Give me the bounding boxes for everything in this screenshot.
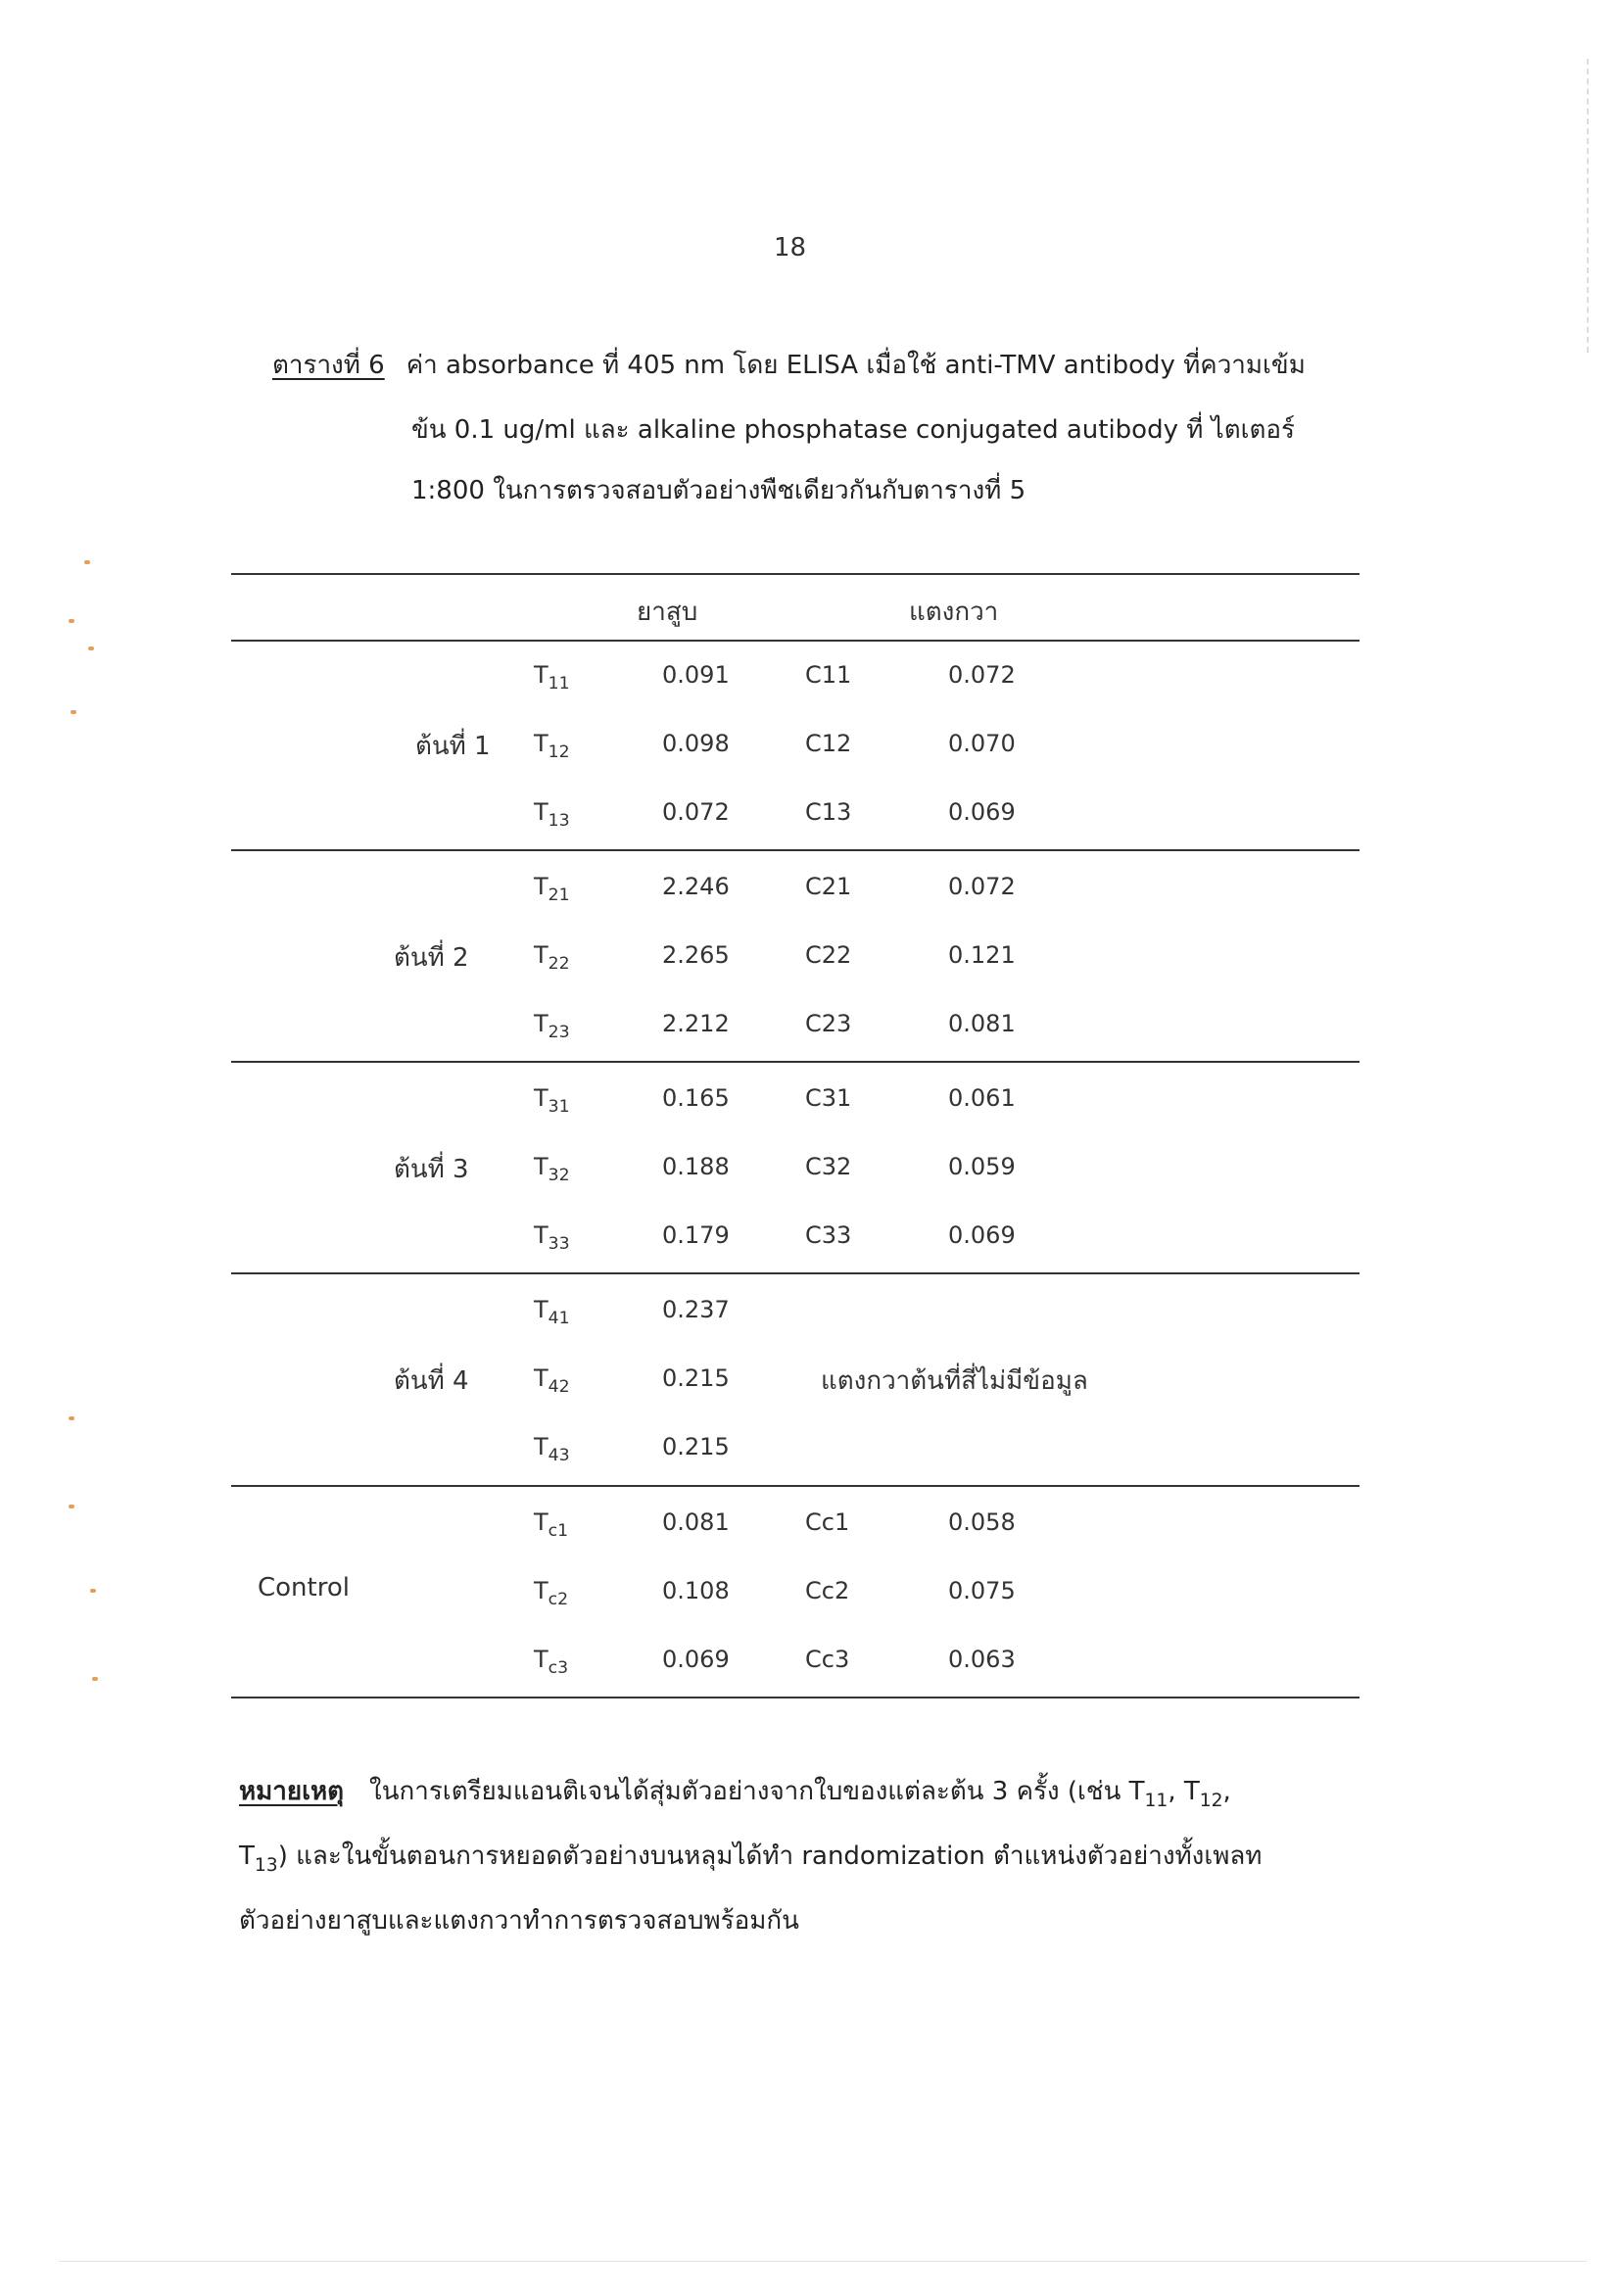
cucumber-sample-label: C21: [805, 873, 852, 900]
tobacco-sample-label: [534, 798, 570, 832]
sample-subscript: 33: [548, 1234, 570, 1255]
cucumber-sample-label: C31: [805, 1084, 852, 1112]
group-separator-rule: [231, 1485, 1360, 1487]
tobacco-sample-label: [534, 1364, 570, 1398]
tobacco-absorbance-value: 0.215: [662, 1364, 730, 1392]
note-label: หมายเหตุ: [239, 1777, 345, 1806]
tobacco-absorbance-value: 0.072: [662, 798, 730, 826]
tobacco-absorbance-value: 0.179: [662, 1221, 730, 1249]
sample-base: T: [534, 873, 549, 900]
sample-subscript: 21: [548, 885, 570, 906]
note-line-1: [239, 1771, 1231, 1811]
tobacco-sample-label: [534, 730, 570, 763]
sample-subscript: 41: [548, 1309, 570, 1329]
note-text-2: และในขั้นตอนการหยอดตัวอย่างบนหลุมได้ทำ randomization ตำแหน่งตัวอย่างทั้งเพลท: [287, 1842, 1263, 1871]
plant-group-label: ต้นที่ 4: [394, 1366, 469, 1396]
tobacco-absorbance-value: 2.265: [662, 941, 730, 969]
tobacco-absorbance-value: 0.098: [662, 730, 730, 757]
header-tobacco: ยาสูบ: [637, 598, 698, 627]
table-caption-line-2: ข้น 0.1 ug/ml และ alkaline phosphatase conjugated autibody ที่ ไตเตอร์: [411, 415, 1295, 445]
sample-subscript: 43: [548, 1446, 570, 1466]
tobacco-absorbance-value: 0.069: [662, 1646, 730, 1673]
tobacco-sample-label: [534, 1153, 570, 1186]
plant-group-label: ต้นที่ 2: [394, 943, 469, 973]
cucumber-sample-label: C23: [805, 1010, 852, 1037]
sample-base: T: [534, 941, 549, 969]
tobacco-sample-label: [534, 1433, 570, 1466]
cucumber-absorbance-value: 0.058: [948, 1508, 1016, 1536]
scan-speck: [84, 560, 90, 564]
scan-edge-line: [1587, 59, 1589, 353]
scan-bottom-line: [59, 2261, 1587, 2262]
group-separator-rule: [231, 1272, 1360, 1274]
tobacco-absorbance-value: 2.212: [662, 1010, 730, 1037]
scan-speck: [90, 1589, 96, 1593]
sample-subscript: c3: [548, 1658, 569, 1679]
tobacco-sample-label: [534, 941, 570, 975]
cucumber-sample-label: C32: [805, 1153, 852, 1180]
tobacco-sample-label: [534, 661, 570, 694]
table-caption-text-1: ค่า absorbance ที่ 405 nm โดย ELISA เมื่อใช้ anti-TMV antibody ที่ความเข้ม: [406, 351, 1306, 380]
scan-speck: [88, 646, 94, 650]
tobacco-sample-label: [534, 1508, 569, 1542]
table-caption-label: ตารางที่ 6: [272, 351, 385, 380]
cucumber-absorbance-value: 0.063: [948, 1646, 1016, 1673]
tobacco-absorbance-value: 0.081: [662, 1508, 730, 1536]
tobacco-absorbance-value: 2.246: [662, 873, 730, 900]
cucumber-absorbance-value: 0.070: [948, 730, 1016, 757]
tobacco-sample-label: [534, 1646, 569, 1679]
cucumber-sample-label: Cc3: [805, 1646, 850, 1673]
table-header-rule: [231, 640, 1360, 642]
tobacco-sample-label: [534, 1296, 570, 1329]
tobacco-sample-label: [534, 1084, 570, 1118]
scan-speck: [69, 1416, 74, 1420]
sample-base: T: [534, 1364, 549, 1392]
cucumber-no-data-note: แตงกวาต้นที่สี่ไม่มีข้อมูล: [821, 1366, 1088, 1396]
sample-base: T: [534, 1508, 549, 1536]
cucumber-absorbance-value: 0.061: [948, 1084, 1016, 1112]
tobacco-absorbance-value: 0.165: [662, 1084, 730, 1112]
sample-base: T: [534, 661, 549, 689]
plant-group-label: Control: [258, 1573, 350, 1602]
cucumber-sample-label: C11: [805, 661, 852, 689]
cucumber-sample-label: Cc2: [805, 1577, 850, 1604]
note-sample-ref: $T_{11}$,: [1128, 1777, 1176, 1811]
sample-subscript: 22: [548, 954, 570, 975]
sample-subscript: 23: [548, 1023, 570, 1043]
note-line-3: ตัวอย่างยาสูบและแตงกวาทำการตรวจสอบพร้อมกัน: [239, 1906, 799, 1936]
cucumber-absorbance-value: 0.069: [948, 798, 1016, 826]
cucumber-sample-label: C33: [805, 1221, 852, 1249]
page-number: 18: [774, 233, 807, 263]
tobacco-absorbance-value: 0.215: [662, 1433, 730, 1460]
sample-base: T: [534, 730, 549, 757]
cucumber-absorbance-value: 0.081: [948, 1010, 1016, 1037]
plant-group-label: ต้นที่ 1: [415, 732, 491, 761]
table-top-rule: [231, 573, 1360, 575]
sample-base: T: [534, 1010, 549, 1037]
sample-subscript: c1: [548, 1521, 569, 1542]
note-sample-ref: $T_{12}$,: [1183, 1777, 1231, 1811]
sample-base: T: [534, 1433, 549, 1460]
table-caption-line-3: 1:800 ในการตรวจสอบตัวอย่างพืชเดียวกันกับตารางที่ 5: [411, 476, 1026, 505]
scan-speck: [69, 619, 74, 623]
sample-base: T: [534, 1296, 549, 1323]
tobacco-absorbance-value: 0.108: [662, 1577, 730, 1604]
plant-group-label: ต้นที่ 3: [394, 1155, 469, 1184]
tobacco-sample-label: [534, 1577, 569, 1610]
note-line-2: [239, 1836, 1262, 1876]
sample-subscript: 42: [548, 1377, 570, 1398]
sample-subscript: 12: [548, 742, 570, 763]
sample-subscript: 32: [548, 1166, 570, 1186]
sample-base: T: [534, 1221, 549, 1249]
scan-speck: [69, 1505, 74, 1508]
sample-base: T: [534, 1646, 549, 1673]
tobacco-absorbance-value: 0.237: [662, 1296, 730, 1323]
sample-subscript: 13: [548, 811, 570, 832]
cucumber-absorbance-value: 0.072: [948, 873, 1016, 900]
header-cucumber: แตงกวา: [909, 598, 999, 627]
sample-subscript: c2: [548, 1590, 569, 1610]
scan-speck: [71, 710, 76, 714]
sample-subscript: 31: [548, 1097, 570, 1118]
sample-base: T: [534, 1153, 549, 1180]
tobacco-absorbance-value: 0.091: [662, 661, 730, 689]
table-bottom-rule: [231, 1697, 1360, 1698]
note-sample-ref: $T_{13}$): [239, 1842, 288, 1876]
group-separator-rule: [231, 1061, 1360, 1063]
cucumber-absorbance-value: 0.121: [948, 941, 1016, 969]
note-text-1: ในการเตรียมแอนติเจนได้สุ่มตัวอย่างจากใบของแต่ละต้น 3 ครั้ง (เช่น: [369, 1777, 1121, 1806]
tobacco-sample-label: [534, 1221, 570, 1255]
group-separator-rule: [231, 849, 1360, 851]
cucumber-absorbance-value: 0.072: [948, 661, 1016, 689]
tobacco-sample-label: [534, 1010, 570, 1043]
scan-speck: [92, 1677, 98, 1681]
cucumber-sample-label: Cc1: [805, 1508, 850, 1536]
cucumber-absorbance-value: 0.059: [948, 1153, 1016, 1180]
tobacco-absorbance-value: 0.188: [662, 1153, 730, 1180]
sample-base: T: [534, 1577, 549, 1604]
cucumber-sample-label: C13: [805, 798, 852, 826]
sample-base: T: [534, 798, 549, 826]
tobacco-sample-label: [534, 873, 570, 906]
cucumber-absorbance-value: 0.069: [948, 1221, 1016, 1249]
table-caption-line-1: [272, 345, 1306, 385]
sample-base: T: [534, 1084, 549, 1112]
cucumber-sample-label: C12: [805, 730, 852, 757]
cucumber-absorbance-value: 0.075: [948, 1577, 1016, 1604]
cucumber-sample-label: C22: [805, 941, 852, 969]
sample-subscript: 11: [548, 674, 570, 694]
